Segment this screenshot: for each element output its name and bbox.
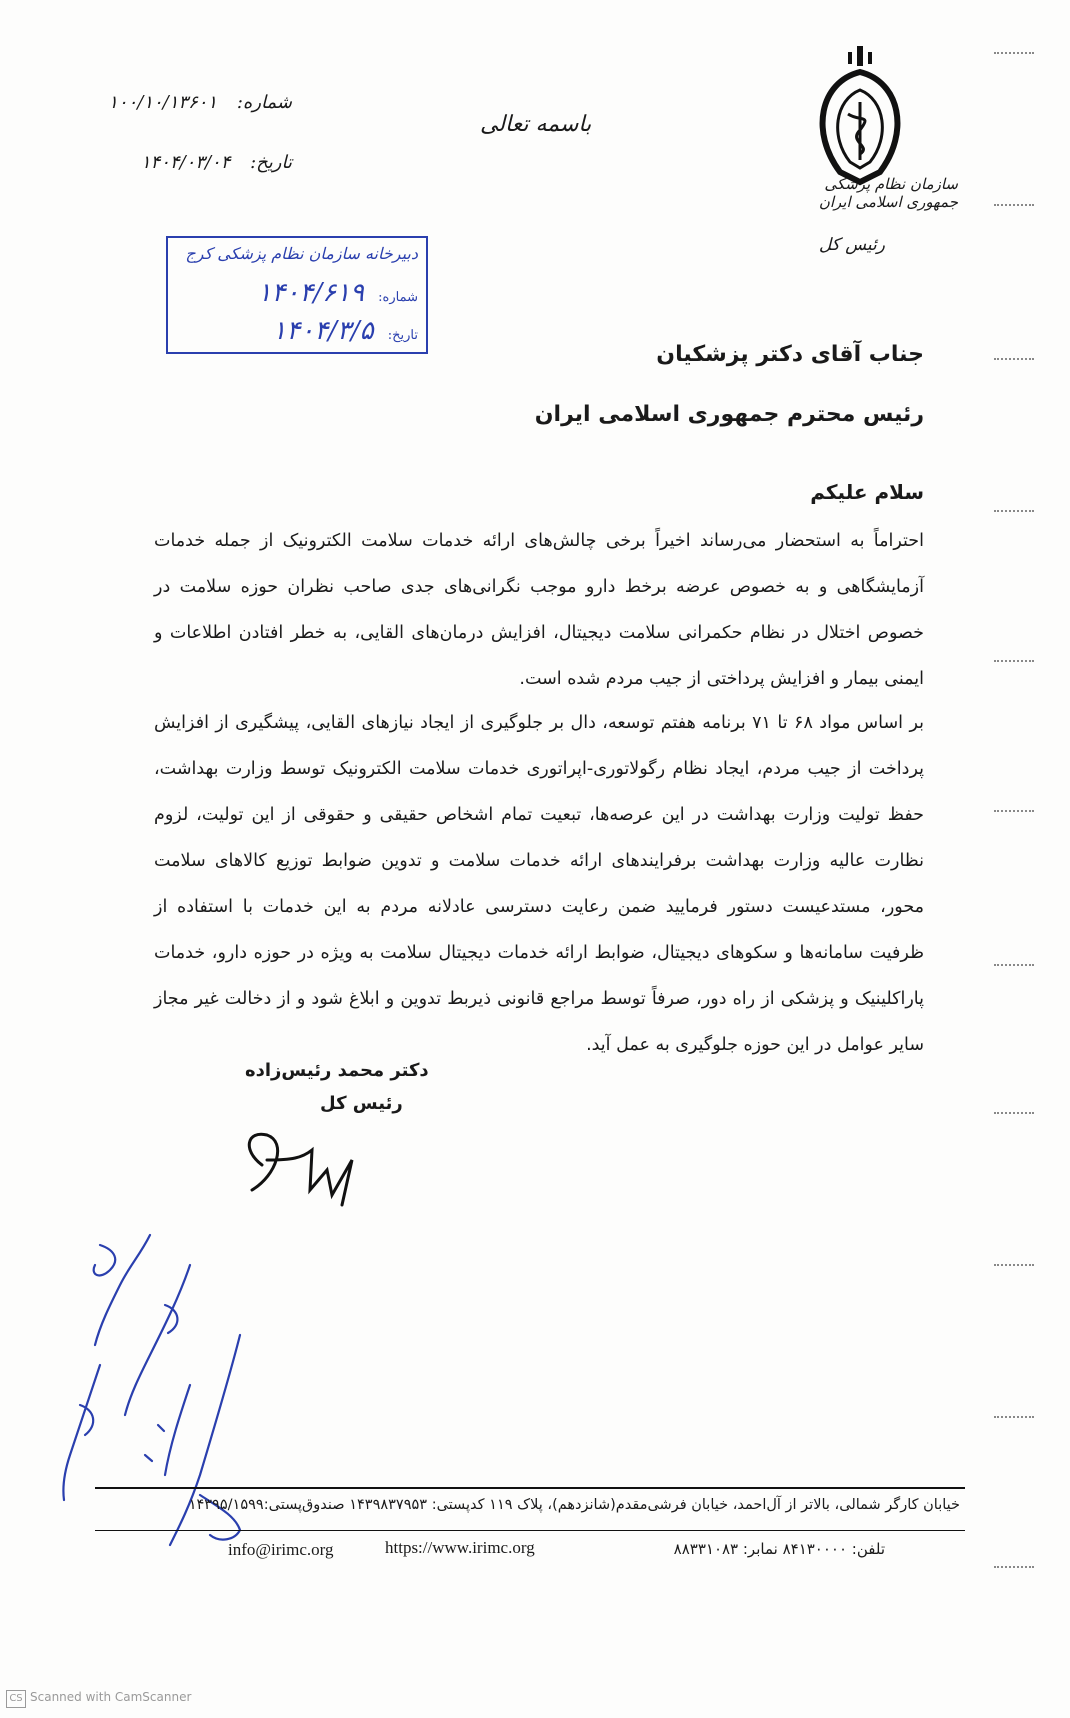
- handwritten-signature: [232, 1120, 382, 1210]
- letter-date: [92, 152, 292, 173]
- margin-dots: [994, 1264, 1034, 1268]
- secretariat-stamp: [166, 236, 428, 354]
- letter-date-label: تاریخ:: [250, 152, 292, 173]
- scanner-text: Scanned with CamScanner: [30, 1690, 192, 1704]
- organization-name: سازمان نظام پزشکی جمهوری اسلامی ایران: [818, 175, 958, 211]
- camscanner-icon: CS: [6, 1690, 26, 1708]
- stamp-number-value: ۱۴۰۴/۶۱۹: [257, 278, 365, 308]
- letter-number-label: شماره:: [236, 92, 292, 113]
- signatory-name: دکتر محمد رئیس‌زاده: [245, 1060, 429, 1081]
- margin-dots: [994, 1112, 1034, 1116]
- recipient-title: رئیس محترم جمهوری اسلامی ایران: [534, 402, 924, 427]
- letter-number: [92, 92, 292, 113]
- footer-divider: [95, 1487, 965, 1489]
- stamp-title: دبیرخانه سازمان نظام پزشکی کرج: [185, 244, 418, 263]
- medical-council-logo: [800, 42, 920, 190]
- stamp-number: [258, 278, 419, 308]
- scanner-watermark: [6, 1690, 191, 1708]
- footer-address: خیابان کارگر شمالی، بالاتر از آل‌احمد، خیابان فرشی‌مقدم(شانزدهم)، پلاک ۱۱۹ کدپستی: ۱۴۳۹۸۳۷۹۵۳ صندوق‌پستی:۱۴۳۹۵/۱۵۹۹: [188, 1497, 960, 1513]
- recipient-name: جناب آقای دکتر پزشکیان: [656, 342, 924, 367]
- margin-dots: [994, 1416, 1034, 1420]
- footer-phone-fax: تلفن: ۸۴۱۳۰۰۰۰ نمابر: ۸۸۳۳۱۰۸۳: [673, 1540, 885, 1558]
- organization-role: رئیس کل: [818, 235, 885, 255]
- stamp-number-label: شماره:: [378, 290, 418, 305]
- basmala-heading: باسمه تعالی: [480, 112, 592, 137]
- footer-email-link[interactable]: info@irimc.org: [228, 1540, 334, 1559]
- stamp-date-value: ۱۴۰۴/۳/۵: [272, 316, 374, 346]
- greeting: سلام علیکم: [810, 480, 924, 504]
- margin-dots: [994, 510, 1034, 514]
- margin-dots: [994, 52, 1034, 56]
- stamp-date: [272, 316, 418, 346]
- footer-website-link[interactable]: https://www.irimc.org: [385, 1538, 535, 1557]
- body-paragraph-2: بر اساس مواد ۶۸ تا ۷۱ برنامه هفتم توسعه، دال بر جلوگیری از ایجاد نیازهای القایی، پیشگیری از افزایش پرداخت از جیب مردم، ایجاد نظام رگولاتوری-اپراتوری خدمات سلامت الکترونیک توسط وزارت بهداشت، حفظ تولیت وزارت بهداشت در این عرصه‌ها، تبعیت تمام اشخاص حقیقی و حقوقی از این تولیت، لزوم نظارت عالیه وزارت بهداشت برفرایندهای ارائه خدمات سلامت و تدوین ضوابط توزیع کالاهای سلامت محور، مستدعیست دستور فرمایید ضمن رعایت دسترسی عادلانه مردم به این خدمات با استفاده از ظرفیت سامانه‌ها و سکوهای دیجیتال، ضوابط ارائه خدمات دیجیتال سلامت به ویژه در حوزه دارو، خدمات پاراکلینیک و پزشکی از راه دور، صرفاً توسط مراجع قانونی ذیربط تدوین و ابلاغ شود و از دخالت غیر مجاز سایر عوامل در این حوزه جلوگیری به عمل آید.: [154, 713, 924, 1055]
- margin-dots: [994, 1566, 1034, 1570]
- margin-dots: [994, 810, 1034, 814]
- letter-date-value: ۱۴۰۴/۰۳/۰۴: [140, 152, 231, 173]
- signatory-title: رئیس کل: [320, 1093, 403, 1114]
- body-paragraph-1: احتراماً به استحضار می‌رساند اخیراً برخی چالش‌های ارائه خدمات سلامت الکترونیک از جمله خدمات آزمایشگاهی و به خصوص عرضه برخط دارو موجب نگرانی‌های جدی صاحب نظران حوزه سلامت در خصوص اختلال در نظام حکمرانی سلامت دیجیتال، افزایش درمان‌های القایی، به خطر افتادن اطلاعات و ایمنی بیمار و افزایش پرداختی از جیب مردم شده است.: [154, 531, 924, 689]
- margin-dots: [994, 964, 1034, 968]
- margin-dots: [994, 660, 1034, 664]
- footer-divider: [95, 1530, 965, 1531]
- margin-dots: [994, 358, 1034, 362]
- letter-number-value: ۱۰۰/۱۰/۱۳۶۰۱: [108, 92, 218, 113]
- margin-dots: [994, 204, 1034, 208]
- stamp-date-label: تاریخ:: [387, 328, 418, 343]
